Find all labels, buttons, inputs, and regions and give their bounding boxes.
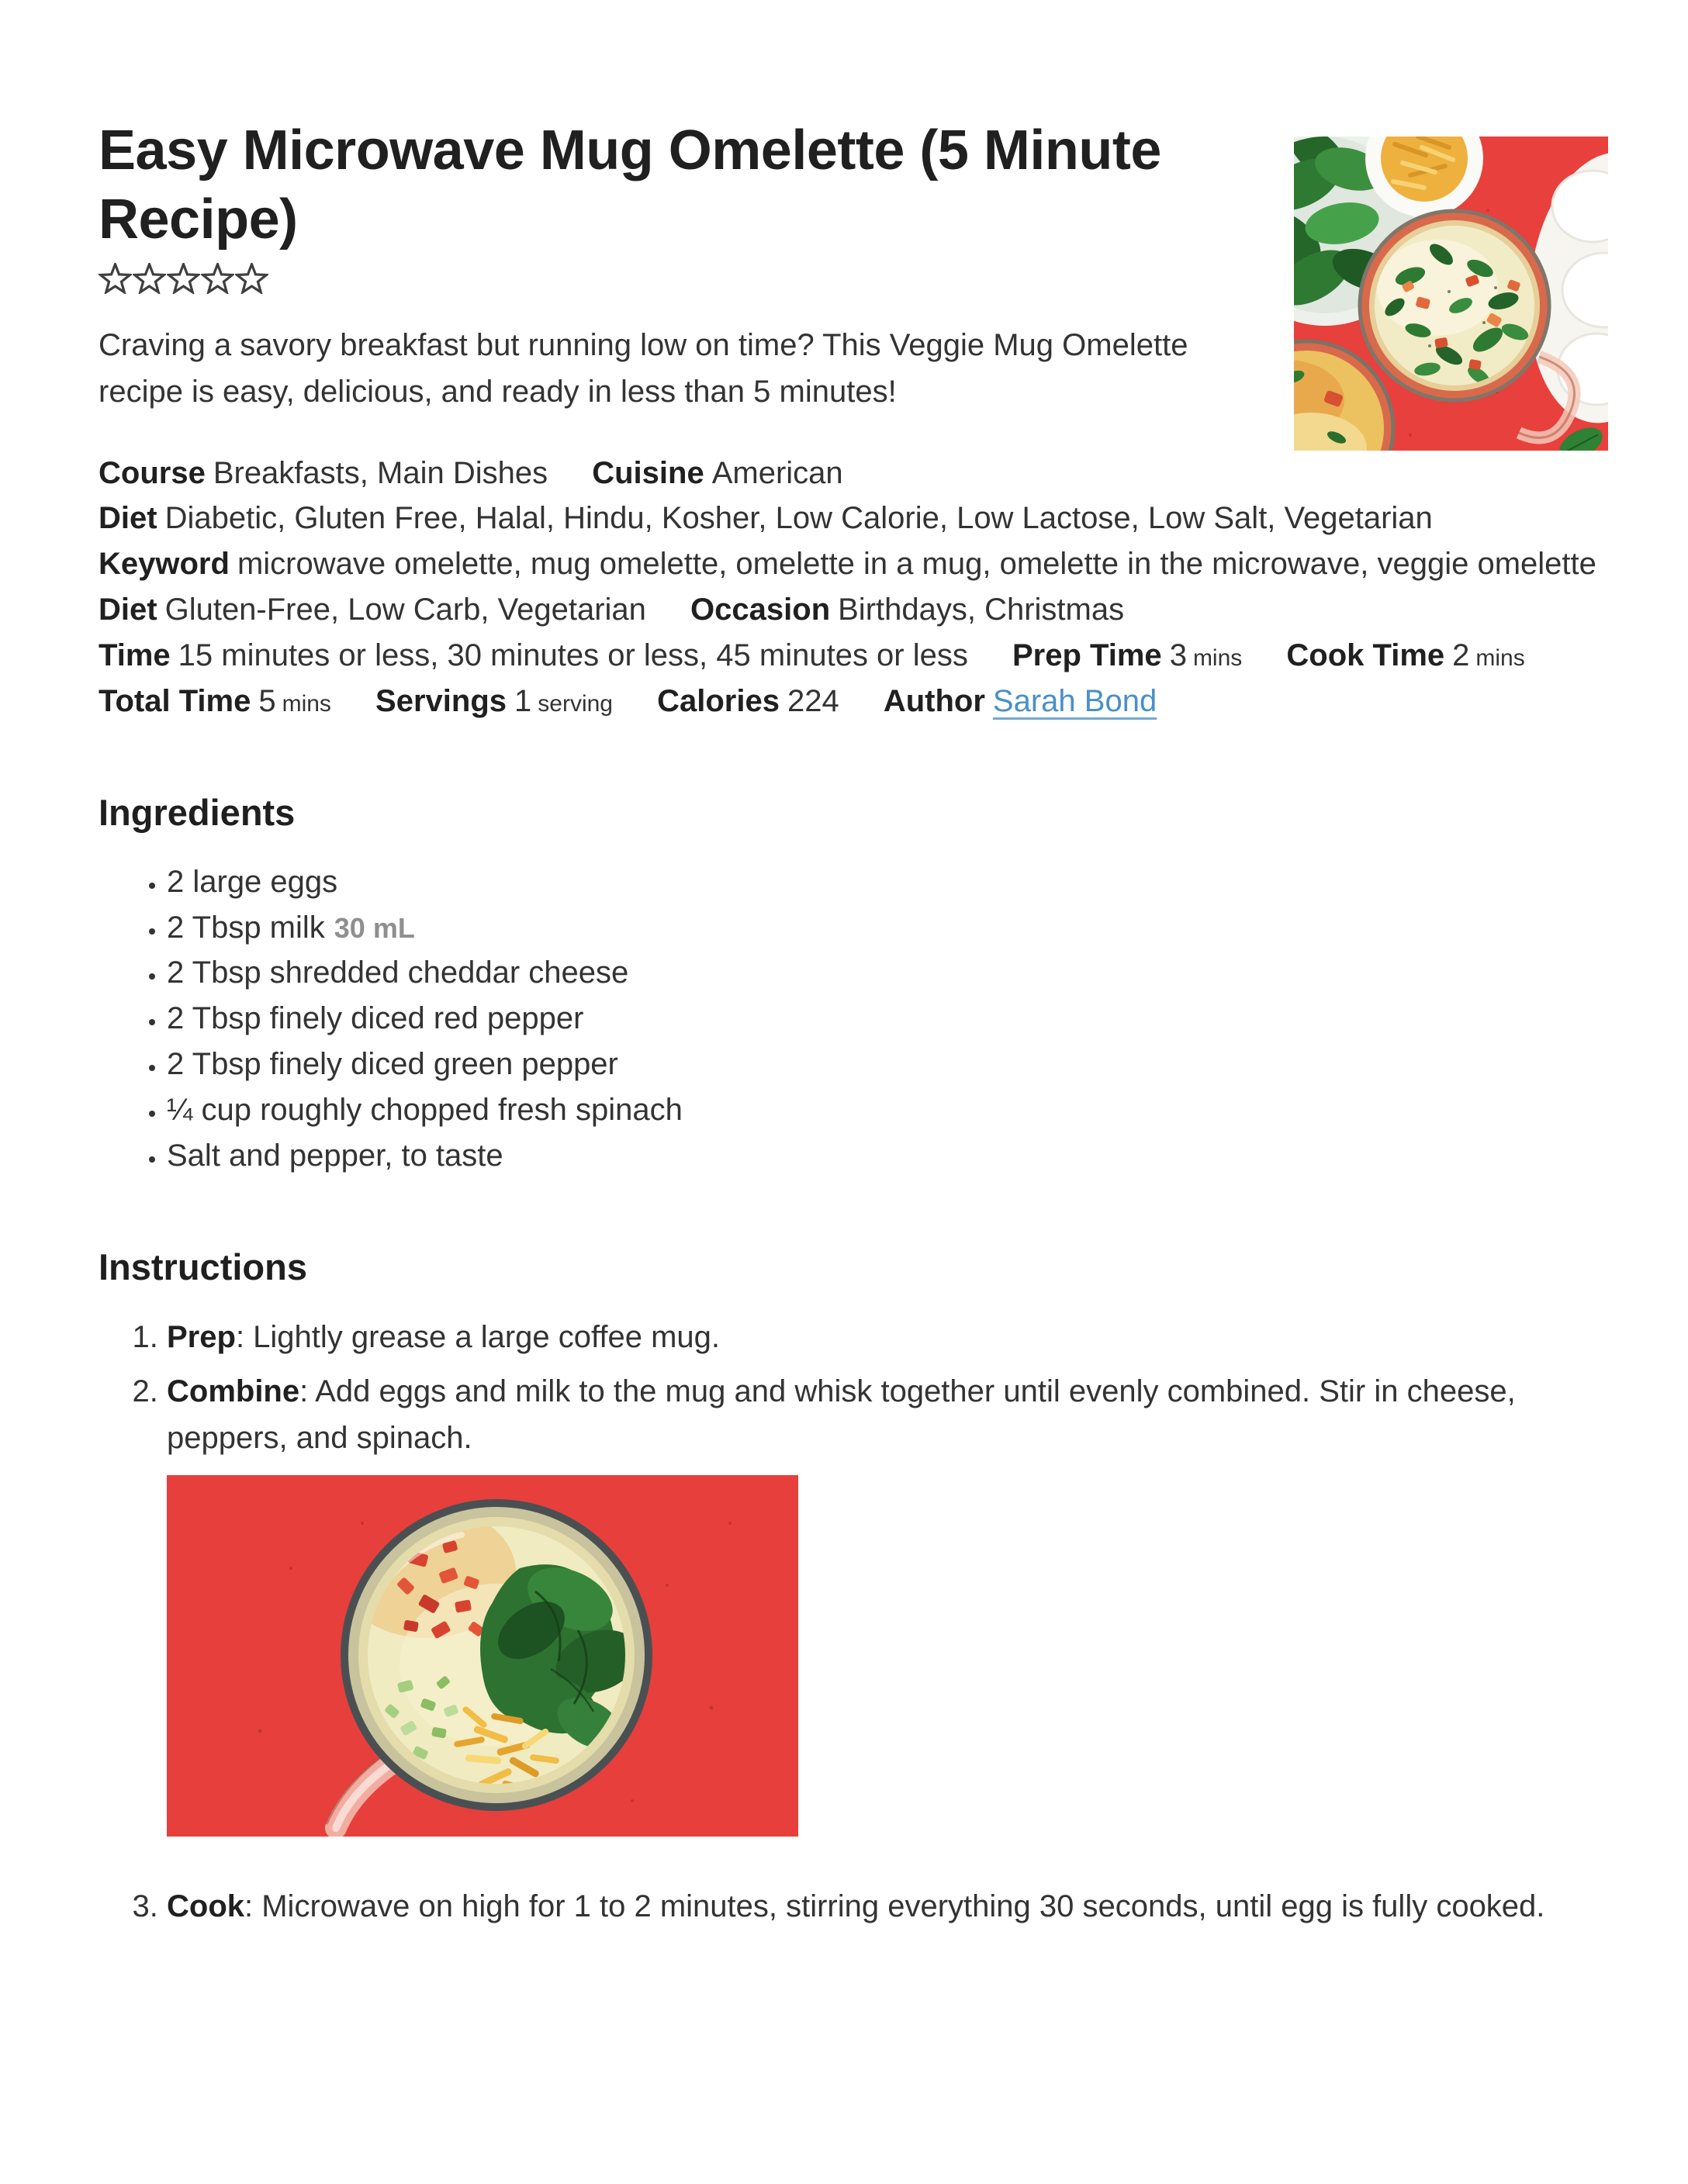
meta-label: Total Time: [99, 683, 251, 718]
meta-value: Gluten-Free, Low Carb, Vegetarian: [164, 592, 646, 627]
rating-star-icon[interactable]: [99, 263, 132, 294]
ingredient-metric-note: 30 mL: [334, 911, 415, 944]
recipe-meta-row: [99, 679, 1608, 724]
recipe-meta: [99, 451, 1608, 724]
meta-value: 5: [258, 683, 276, 718]
ingredient-item: [167, 1042, 1608, 1087]
instructions-list: [99, 1314, 1608, 1930]
meta-value: 224: [787, 683, 839, 718]
meta-label: Time: [99, 638, 171, 672]
recipe-meta-row: [99, 633, 1608, 679]
instruction-step: [167, 1883, 1608, 1930]
recipe-meta-item: [99, 501, 1433, 535]
step-label: Combine: [167, 1374, 300, 1408]
recipe-meta-item: [690, 593, 1124, 627]
instruction-step: [167, 1368, 1608, 1837]
rating-star-icon[interactable]: [167, 263, 200, 294]
rating-star-icon[interactable]: [201, 263, 234, 294]
meta-label: Diet: [99, 501, 157, 536]
recipe-meta-item: [592, 456, 842, 490]
page-title: Easy Microwave Mug Omelette (5 Minute Recipe): [99, 119, 1161, 251]
recipe-summary: Craving a savory breakfast but running low on time? This Veggie Mug Omelette recipe is easy, delicious, and ready in less than 5 minutes!: [99, 327, 1188, 409]
meta-unit: mins: [282, 690, 331, 717]
ingredient-text: 2 Tbsp finely diced red pepper: [167, 1001, 584, 1036]
step-separator: :: [244, 1889, 262, 1923]
ingredient-item: [167, 859, 1608, 905]
recipe-meta-row: [99, 541, 1608, 587]
ingredient-text: 2 Tbsp shredded cheddar cheese: [167, 955, 629, 990]
meta-value: microwave omelette, mug omelette, omelette in a mug, omelette in the microwave, veggie omelette: [237, 547, 1596, 582]
ingredient-text: ¼ cup roughly chopped fresh spinach: [167, 1092, 683, 1127]
meta-label: Servings: [375, 683, 507, 718]
instruction-step: [167, 1314, 1608, 1360]
recipe-meta-row: [99, 451, 1608, 496]
recipe-meta-item: [99, 456, 548, 490]
meta-unit: mins: [1192, 644, 1243, 671]
meta-value: 15 minutes or less, 30 minutes or less, 45 minutes or less: [178, 638, 968, 672]
meta-value: 3: [1169, 638, 1187, 672]
ingredient-item: [167, 950, 1608, 996]
ingredients-list: [99, 859, 1608, 1179]
meta-label: Prep Time: [1012, 638, 1162, 672]
author-link[interactable]: Sarah Bond: [992, 683, 1157, 718]
meta-value: Birthdays, Christmas: [838, 592, 1125, 627]
recipe-meta-item: [99, 638, 968, 672]
recipe-meta-row: [99, 496, 1608, 541]
meta-value: American: [711, 455, 843, 490]
meta-label: Calories: [657, 683, 780, 718]
ingredients-heading: Ingredients: [99, 792, 296, 834]
ingredient-item: [167, 1133, 1608, 1179]
meta-value: 1: [514, 683, 532, 718]
ingredient-text: 2 Tbsp finely diced green pepper: [167, 1047, 618, 1081]
ingredient-text: 2 large eggs: [167, 864, 338, 899]
recipe-meta-item: [884, 684, 1157, 718]
step-photo-raw-mug: [167, 1475, 798, 1837]
rating-star-icon[interactable]: [133, 263, 166, 294]
ingredient-item: [167, 1087, 1608, 1133]
meta-unit: mins: [1475, 644, 1525, 671]
recipe-meta-item: [1012, 638, 1242, 672]
step-text: Lightly grease a large coffee mug.: [253, 1319, 721, 1354]
meta-label: Occasion: [690, 592, 831, 627]
instructions-heading: Instructions: [99, 1246, 307, 1288]
meta-label: Cuisine: [592, 455, 704, 490]
recipe-meta-item: [657, 684, 839, 718]
step-text: Microwave on high for 1 to 2 minutes, stirring everything 30 seconds, until egg is fully cooked.: [261, 1889, 1545, 1923]
step-separator: :: [299, 1374, 316, 1408]
step-label: Cook: [167, 1889, 244, 1923]
recipe-rating: [99, 263, 1263, 294]
ingredient-item: [167, 996, 1608, 1042]
meta-label: Cook Time: [1286, 638, 1445, 672]
ingredient-item: [167, 905, 1608, 951]
recipe-meta-item: [99, 684, 331, 718]
meta-value: 2: [1452, 638, 1470, 672]
recipe-hero-image: [1294, 136, 1608, 451]
recipe-meta-item: [99, 547, 1596, 581]
recipe-meta-item: [99, 593, 646, 627]
step-text: Add eggs and milk to the mug and whisk together until evenly combined. Stir in cheese, peppers, and spinach.: [167, 1374, 1516, 1455]
meta-label: Author: [883, 683, 985, 718]
recipe-meta-item: [1286, 638, 1524, 672]
recipe-meta-item: [375, 684, 613, 718]
meta-unit: serving: [538, 690, 613, 717]
rating-star-icon[interactable]: [235, 263, 268, 294]
ingredient-text: 2 Tbsp milk: [167, 910, 325, 945]
meta-label: Course: [99, 455, 206, 490]
step-separator: :: [235, 1319, 254, 1354]
recipe-meta-row: [99, 587, 1608, 633]
meta-value: Diabetic, Gluten Free, Halal, Hindu, Kosher, Low Calorie, Low Lactose, Low Salt, Vegetarian: [164, 501, 1433, 536]
meta-label: Keyword: [99, 547, 230, 582]
step-label: Prep: [167, 1319, 236, 1354]
meta-value: Breakfasts, Main Dishes: [213, 455, 548, 490]
ingredient-text: Salt and pepper, to taste: [167, 1138, 503, 1173]
meta-label: Diet: [99, 592, 157, 627]
